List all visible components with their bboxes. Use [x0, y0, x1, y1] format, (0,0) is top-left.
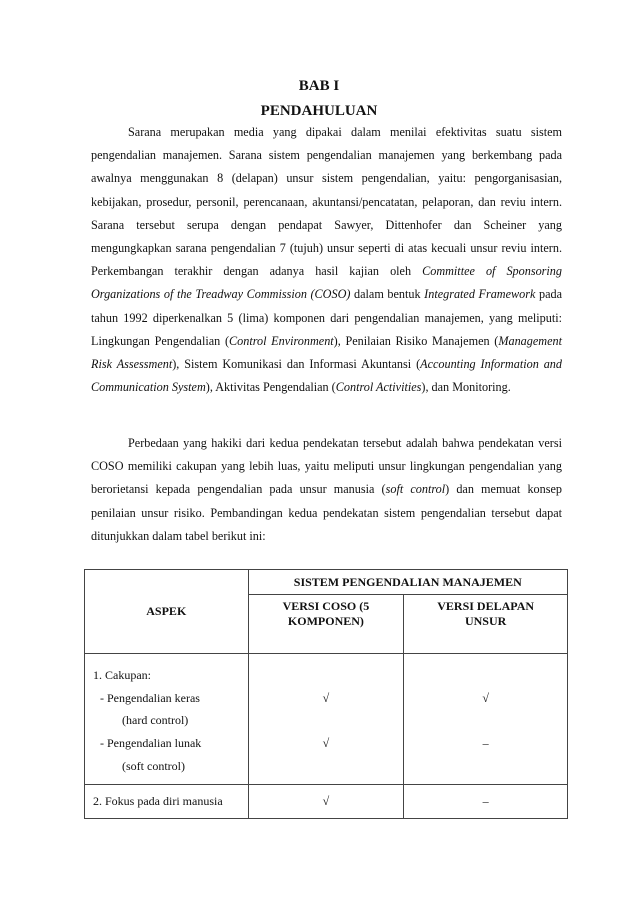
p1-text-6: ), Aktivitas Pengendalian (: [205, 380, 336, 395]
row2-label: 2. Fokus pada diri manusia: [85, 784, 249, 818]
dash-mark: –: [404, 784, 568, 818]
paragraph-intro: [91, 121, 562, 399]
col-header-coso: VERSI COSO (5 KOMPONEN): [248, 595, 404, 654]
p1-text-2: dalam bentuk: [350, 287, 425, 302]
p1-italic-control-environment: Control Environment: [229, 333, 334, 348]
table-row: [85, 784, 568, 818]
dash-mark: –: [482, 736, 489, 751]
p1-text-7: ), dan Monitoring.: [421, 380, 511, 395]
check-mark: √: [322, 690, 330, 705]
col-header-delapan: VERSI DELAPAN UNSUR: [404, 595, 568, 654]
paragraph-comparison: [91, 432, 562, 548]
row1-coso-cell: [248, 654, 404, 785]
check-mark: √: [322, 736, 330, 751]
p1-italic-control-activities: Control Activities: [335, 380, 422, 395]
row1-label: 1. Cakupan:: [93, 668, 151, 682]
p1-text-1: Sarana merupakan media yang dipakai dalam menilai efektivitas suatu sistem pengendalian manajemen. Sarana sistem pengendalian manajemen yang berkembang pada awalnya menggunakan 8 (delapan) unsur sistem pengendalian, yaitu: pengorganisasian, kebijakan, prosedur, personil, perencanaan, akuntansi/pencatatan, pelaporan, dan reviu intern. Sarana tersebut serupa dengan pendapat Sawyer, Dittenhofer dan Scheiner yang mengungkapkan sarana pengendalian 7 (tujuh) unsur seperti di atas kecuali unsur reviu intern. Perkembangan terakhir dengan adanya hasil kajian oleh: [91, 125, 562, 279]
check-mark: √: [482, 690, 489, 705]
row1-delapan-cell: [404, 654, 568, 785]
row1-aspect: [85, 654, 249, 785]
aspek-header: ASPEK: [85, 570, 249, 654]
table-row: [85, 654, 568, 785]
p1-italic-accounting-info: Accounting Information and Communication System: [91, 357, 562, 395]
row1-item2-note: (soft control): [122, 758, 185, 773]
p1-text-3: pada tahun 1992 diperkenalkan 5 (lima) komponen dari pengendalian manajemen, yang meliputi: Lingkungan Pengendalian (: [91, 287, 563, 348]
chapter-title: PENDAHULUAN: [260, 103, 378, 119]
p1-italic-coso: Committee of Sponsoring Organizations of the Treadway Commission (COSO): [91, 264, 562, 302]
p2-text-1: Perbedaan yang hakiki dari kedua pendekatan tersebut adalah bahwa pendekatan versi COSO memiliki cakupan yang lebih luas, yaitu meliputi unsur lingkungan pengendalian yang berorietansi kepada pengendalian pada unsur manusia (: [91, 436, 562, 497]
check-mark: √: [248, 784, 404, 818]
p1-italic-integrated-framework: Integrated Framework: [424, 287, 536, 302]
p1-text-4: ), Penilaian Risiko Manajemen (: [333, 333, 499, 348]
p1-text-5: ), Sistem Komunikasi dan Informasi Akuntansi (: [172, 357, 421, 372]
p1-italic-risk-assessment: Management Risk Assessment: [91, 333, 562, 372]
group-header: SISTEM PENGENDALIAN MANAJEMEN: [248, 570, 567, 595]
p2-text-2: ) dan memuat konsep penilaian unsur risiko. Pembandingan kedua pendekatan sistem pengendalian tersebut dapat ditunjukkan dalam tabel berikut ini:: [91, 482, 562, 543]
row1-item2: - Pengendalian lunak: [100, 736, 202, 751]
row1-item1-note: (hard control): [122, 713, 189, 728]
p2-italic-soft-control: soft control: [385, 482, 446, 497]
comparison-table: [84, 569, 568, 819]
chapter-number: BAB I: [298, 78, 340, 94]
row1-item1: - Pengendalian keras: [100, 690, 200, 705]
